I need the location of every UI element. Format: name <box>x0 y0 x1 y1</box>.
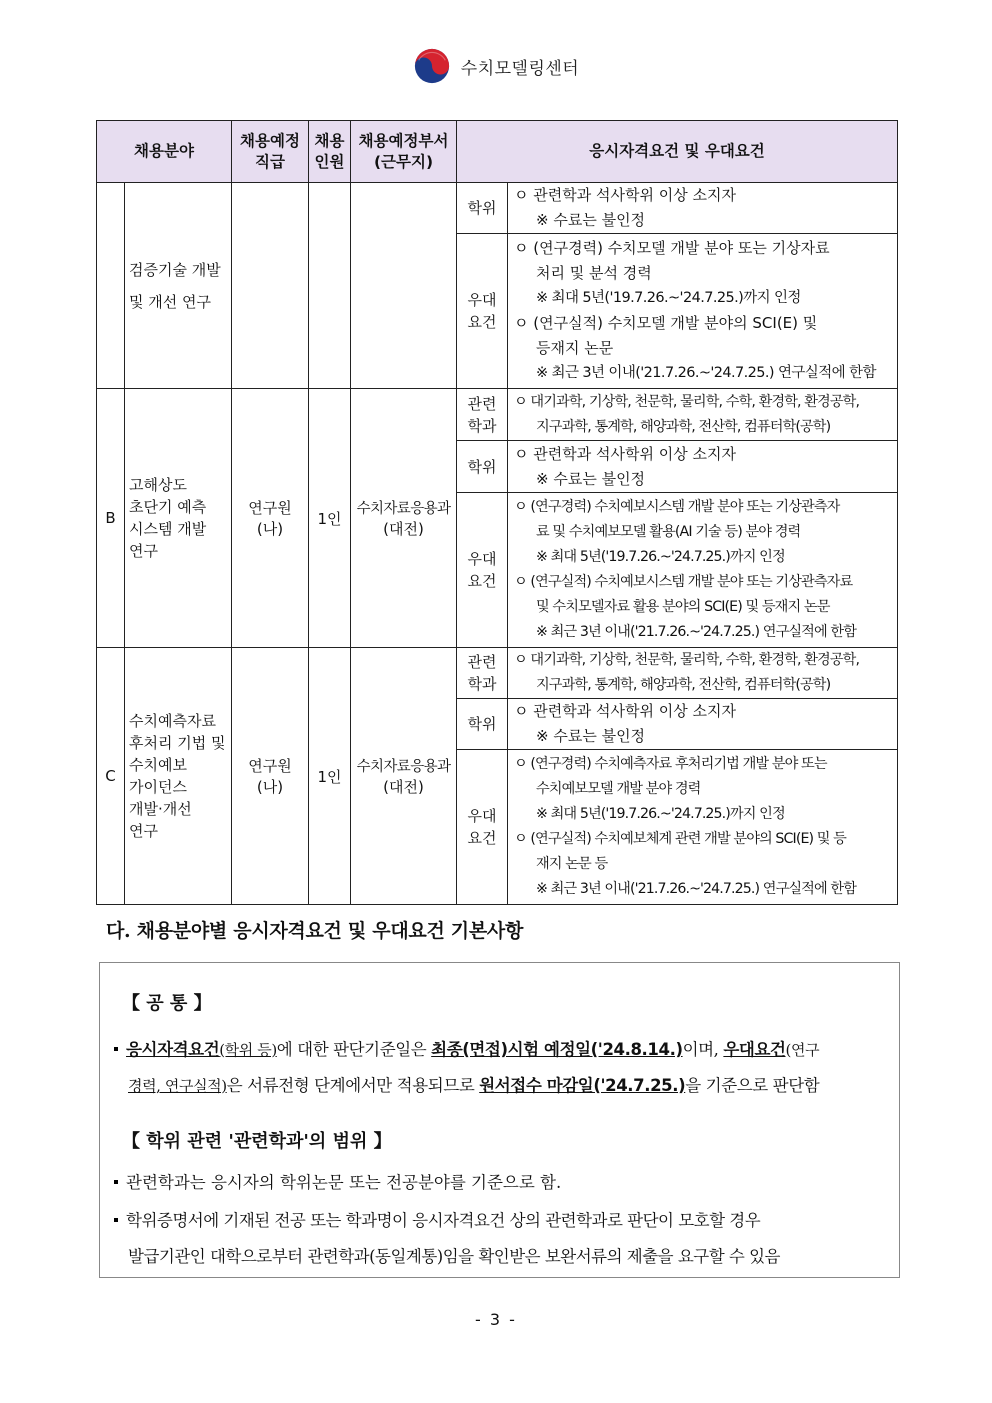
table-row <box>97 648 898 699</box>
field-cell: 수치예측자료 후처리 기법 및 수치예보 가이던스 개발·개선 연구 <box>125 648 232 905</box>
header-field: 채용분야 <box>97 121 232 183</box>
header-requirements: 응시자격요건 및 우대요건 <box>457 121 898 183</box>
pref-cell: ㅇ (연구경력) 수치모델 개발 분야 또는 기상자료 처리 및 분석 경력 ※ 최대 5년('19.7.26.~'24.7.25.)까지 인정 ㅇ (연구실적) 수치모델 개발 분야의 SCI(E) 및 등재지 논문 ※ 최근 3년 이내('21.7.26.~'24.7.25.) 연구실적에 한함 <box>508 234 898 389</box>
bullet-icon <box>114 1180 118 1184</box>
header-title: 수치모델링센터 <box>460 58 580 79</box>
basic-requirements-box <box>99 962 900 1278</box>
degree-cell: ㅇ 관련학과 석사학위 이상 소지자 ※ 수료는 불인정 <box>508 699 898 750</box>
major-line-2: 학위증명서에 기재된 전공 또는 학과명이 응시자격요건 상의 관련학과로 판단이 모호할 경우 <box>114 1207 889 1231</box>
degree-cell: ㅇ 관련학과 석사학위 이상 소지자 ※ 수료는 불인정 <box>508 183 898 234</box>
pref-label: 우대 요건 <box>457 234 508 389</box>
page-number: - 3 - <box>475 1310 517 1329</box>
header-count: 채용 인원 <box>309 121 351 183</box>
table-header-row <box>97 121 898 183</box>
header-grade: 채용예정 직급 <box>232 121 309 183</box>
header-dept: 채용예정부서 (근무지) <box>351 121 457 183</box>
page-header <box>0 44 992 88</box>
bullet-icon <box>114 1047 118 1051</box>
count-cell: 1인 <box>309 389 351 648</box>
common-line-2: 경력, 연구실적)은 서류전형 단계에서만 적용되므로 원서접수 마감일('24.7.25.)을 기준으로 판단함 <box>128 1076 820 1095</box>
dept-cell: 수치자료응용과 (대전) <box>351 648 457 905</box>
degree-label: 학위 <box>457 699 508 750</box>
major-label: 관련 학과 <box>457 389 508 441</box>
grade-cell: 연구원 (나) <box>232 648 309 905</box>
bullet-icon <box>114 1218 118 1222</box>
degree-cell: ㅇ 관련학과 석사학위 이상 소지자 ※ 수료는 불인정 <box>508 441 898 493</box>
table-row <box>97 389 898 441</box>
table-row <box>97 183 898 234</box>
degree-label: 학위 <box>457 183 508 234</box>
grade-cell: 연구원 (나) <box>232 389 309 648</box>
pref-cell: ㅇ (연구경력) 수치예측자료 후처리기법 개발 분야 또는 수치예보모델 개발 분야 경력 ※ 최대 5년('19.7.26.~'24.7.25.)까지 인정 ㅇ (연구실적) 수치예보체계 관련 개발 분야의 SCI(E) 및 등 재지 논문 등 ※ 최근 3년 이내('21.7.26.~'24.7.25.) 연구실적에 한함 <box>508 750 898 905</box>
government-logo-icon <box>413 47 451 85</box>
field-cell: 검증기술 개발 및 개선 연구 <box>125 183 232 389</box>
major-line-3: 발급기관인 대학으로부터 관련학과(동일계통)임을 확인받은 보완서류의 제출을 요구할 수 있음 <box>128 1247 780 1266</box>
dept-cell: 수치자료응용과 (대전) <box>351 389 457 648</box>
major-cell: ㅇ 대기과학, 기상학, 천문학, 물리학, 수학, 환경학, 환경공학, 지구과학, 통계학, 해양과학, 전산학, 컴퓨터학(공학) <box>508 648 898 699</box>
field-cell: 고해상도 초단기 예측 시스템 개발 연구 <box>125 389 232 648</box>
common-heading: 【 공 통 】 <box>122 993 212 1014</box>
major-cell: ㅇ 대기과학, 기상학, 천문학, 물리학, 수학, 환경학, 환경공학, 지구과학, 통계학, 해양과학, 전산학, 컴퓨터학(공학) <box>508 389 898 441</box>
major-line-1: 관련학과는 응시자의 학위논문 또는 전공분야를 기준으로 함. <box>114 1169 889 1193</box>
count-cell: 1인 <box>309 648 351 905</box>
recruitment-table <box>96 120 898 905</box>
pref-label: 우대 요건 <box>457 493 508 648</box>
pref-cell: ㅇ (연구경력) 수치예보시스템 개발 분야 또는 기상관측자 료 및 수치예보모델 활용(AI 기술 등) 분야 경력 ※ 최대 5년('19.7.26.~'24.7.25.)까지 인정 ㅇ (연구실적) 수치예보시스템 개발 분야 또는 기상관측자료 및 수치모델자료 활용 분야의 SCI(E) 및 등재지 논문 ※ 최근 3년 이내('21.7.26.~'24.7.25.) 연구실적에 한함 <box>508 493 898 648</box>
major-heading: 【 학위 관련 '관련학과'의 범위 】 <box>122 1131 392 1152</box>
common-line-1: 응시자격요건(학위 등)에 대한 판단기준일은 최종(면접)시험 예정일('24.8.14.)이며, 우대요건(연구 <box>114 1036 889 1060</box>
major-label: 관련 학과 <box>457 648 508 699</box>
pref-label: 우대 요건 <box>457 750 508 905</box>
row-code: C <box>97 648 125 905</box>
degree-label: 학위 <box>457 441 508 493</box>
row-code: B <box>97 389 125 648</box>
section-title: 다. 채용분야별 응시자격요건 및 우대요건 기본사항 <box>106 920 524 942</box>
